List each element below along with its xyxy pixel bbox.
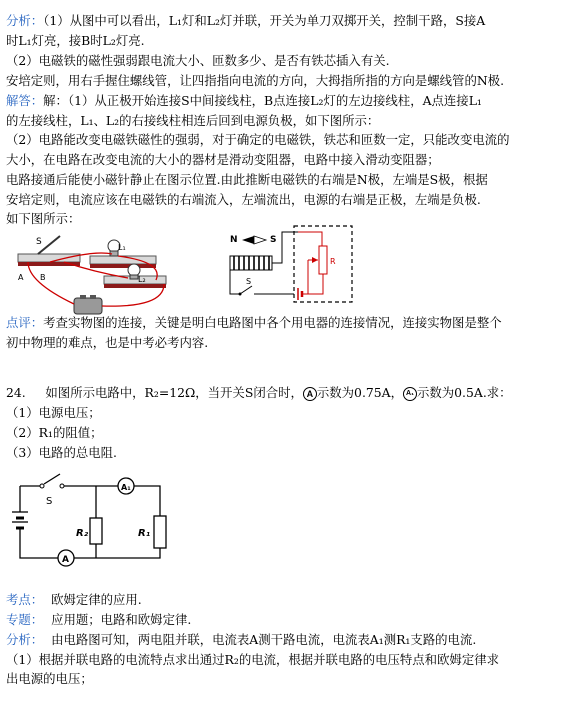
wiring-label-b: B: [40, 273, 46, 282]
solution-line-3: （2）电路能改变电磁铁磁性的强弱，对于确定的电磁铁，铁芯和匝数一定，只能改变电流的: [6, 132, 510, 147]
subject-line: 专题： 应用题；电路和欧姆定律.: [6, 612, 192, 627]
analysis-2-line-3: 出电源的电压；: [6, 671, 93, 686]
subject-label: 专题：: [6, 612, 44, 627]
circuit-label-r1: R₁: [138, 528, 151, 539]
solution-label: 解答：: [6, 93, 44, 108]
ammeter-a1-icon: A₁: [403, 387, 417, 401]
wiring-figure: [14, 222, 184, 318]
wiring-label-s: S: [36, 237, 42, 247]
circuit-label-s: S: [46, 496, 53, 507]
figures-row: [0, 214, 576, 314]
question-24-stem: 24. 如图所示电路中，R₂=12Ω，当开关S闭合时， A 示数为0.75A， A₁ 示数为0.5A.求：: [6, 385, 512, 400]
analysis-line-4: 安培定则，用右手握住螺线管，让四指指向电流的方向，大拇指所指的方向是螺线管的N极.: [6, 73, 505, 88]
ammeter-a-icon: A: [303, 387, 317, 401]
topic-label: 考点：: [6, 592, 44, 607]
analysis-line-3: （2）电磁铁的磁性强弱跟电流大小、匝数多少、是否有铁芯插入有关.: [6, 53, 390, 68]
solution-line-1: 解答：解：（1）从正极开始连接S中间接线柱，B点连接L₂灯的左边接线柱，A点连接L₁: [6, 93, 482, 108]
electromagnet-figure: [226, 222, 366, 312]
analysis-2-line-2: （1）根据并联电路的电流特点求出通过R₂的电流，根据并联电路的电压特点和欧姆定律求: [6, 652, 500, 667]
switch-label-s: S: [246, 277, 252, 286]
analysis-line-2: 时L₁灯亮，接B时L₂灯亮.: [6, 33, 145, 48]
ammeter-a1-label: A₁: [121, 483, 131, 492]
comment-line-1: 点评：考查实物图的连接，关键是明白电路图中各个用电器的连接情况，连接实物图是整个: [6, 315, 502, 330]
ammeter-a-label: A: [62, 555, 69, 565]
circuit-label-r2: R₂: [76, 528, 89, 539]
analysis-2-line: 分析： 由电路图可知，两电阻并联，电流表A测干路电流，电流表A₁测R₁支路的电流.: [6, 632, 477, 647]
analysis-2-label: 分析：: [6, 632, 44, 647]
question-item-3: （3）电路的总电阻.: [6, 445, 117, 460]
comment-line-2: 初中物理的难点，也是中考必考内容.: [6, 335, 209, 350]
analysis-line-1: 分析：（1）从图中可以看出，L₁灯和L₂灯并联，开关为单刀双掷开关，控制干路，S接A: [6, 13, 486, 28]
solution-line-4: 大小，在电路在改变电流的大小的器材是滑动变阻器，电路中接入滑动变阻器；: [6, 152, 440, 167]
needle-label-n: N: [230, 235, 238, 245]
solution-line-5: 电路接通后能使小磁针静止在图示位置.由此推断电磁铁的右端是N极，左端是S极，根据: [6, 172, 488, 187]
question-number: 24.: [6, 385, 26, 400]
solution-line-2: 的左接线柱，L₁、L₂的右接线柱相连后回到电源负极，如下图所示：: [6, 113, 380, 128]
analysis-label: 分析：: [6, 13, 44, 28]
solution-line-7: 如下图所示：: [6, 211, 81, 226]
comment-label: 点评：: [6, 315, 44, 330]
wiring-label-a: A: [18, 273, 24, 282]
question-item-2: （2）R₁的阻值；: [6, 425, 103, 440]
parallel-circuit-figure: [6, 470, 176, 570]
wiring-label-l2: L₂: [138, 275, 146, 284]
topic-line: 考点： 欧姆定律的应用.: [6, 592, 142, 607]
question-item-1: （1）电源电压；: [6, 405, 101, 420]
wiring-label-l1: L₁: [118, 243, 126, 252]
solution-line-6: 安培定则，电流应该在电磁铁的右端流入，左端流出，电源的右端是正极，左端是负极.: [6, 192, 481, 207]
rheostat-label-r: R: [330, 257, 336, 266]
needle-label-s: S: [270, 235, 277, 245]
